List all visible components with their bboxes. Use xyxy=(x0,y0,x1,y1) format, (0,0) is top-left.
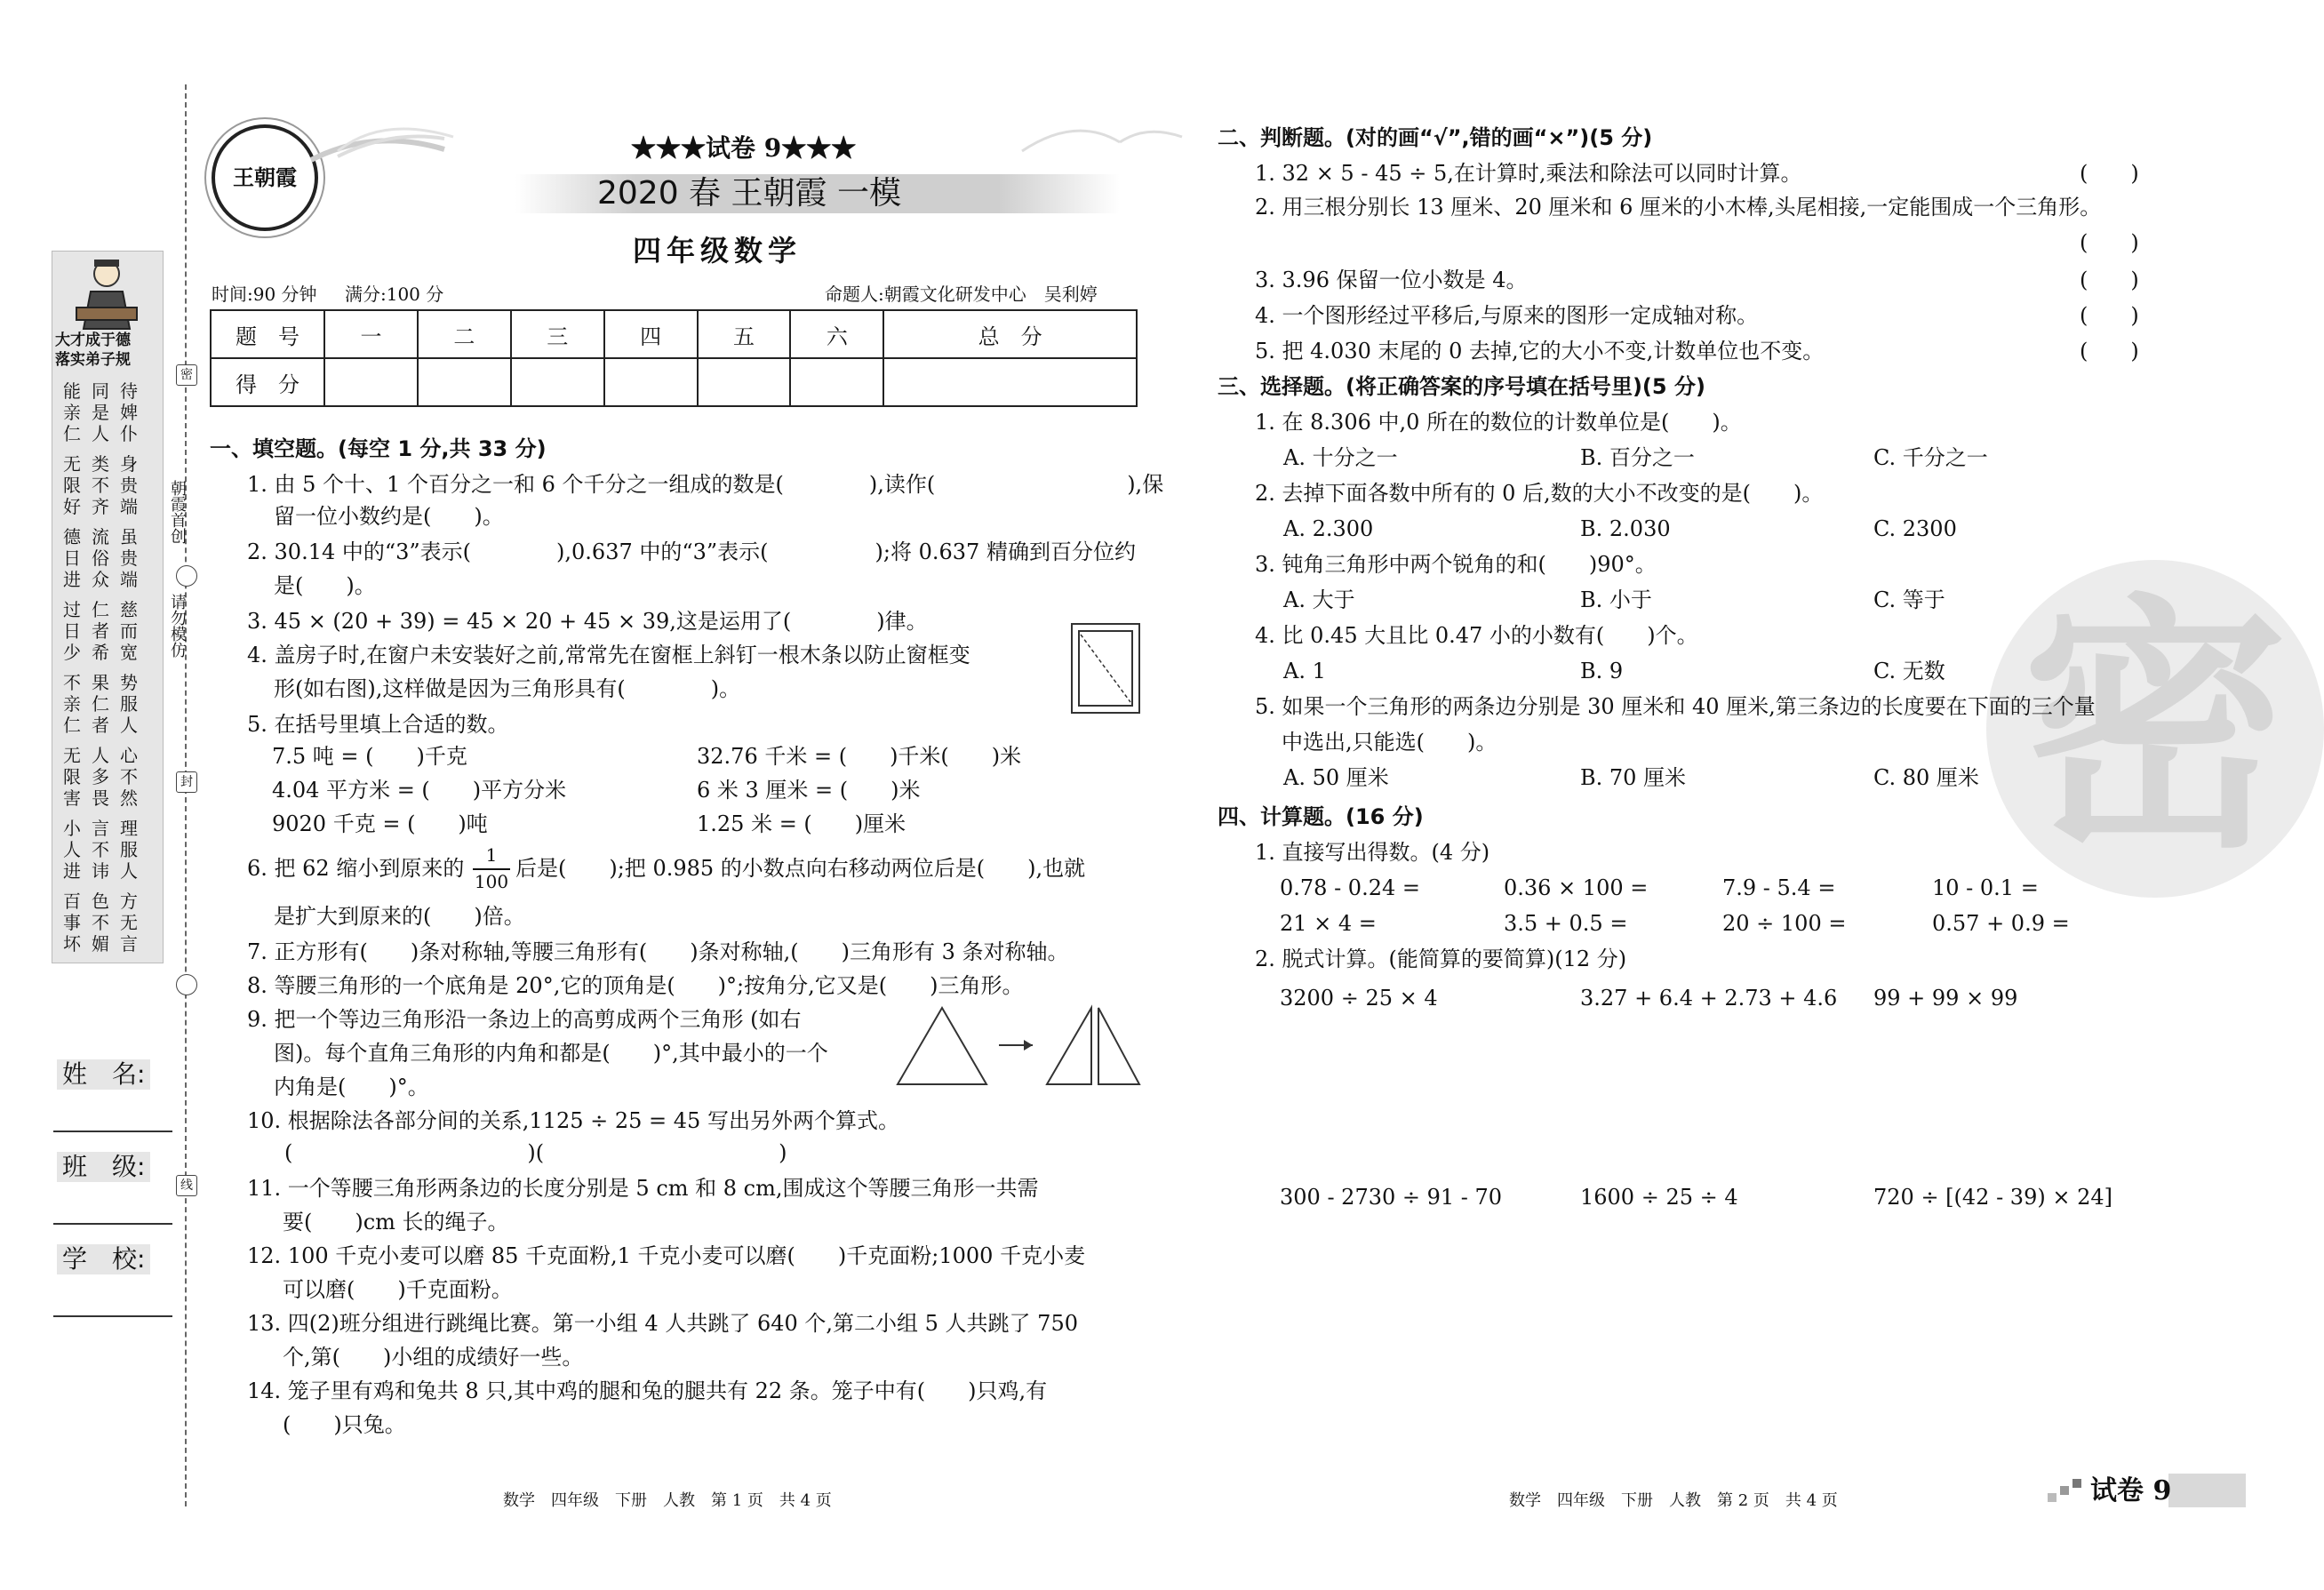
motto-column: 小人进 xyxy=(63,818,81,882)
score-cell: 一 xyxy=(324,310,418,358)
watermark-char: 密 xyxy=(2022,573,2288,883)
section2-title: 二、判断题。(对的画“√”,错的画“×”)(5 分) xyxy=(1218,125,1653,150)
q6-line2: 是扩大到原来的( )倍。 xyxy=(274,904,525,929)
motto-column: 身贵端 xyxy=(120,453,138,517)
motto-column: 理服人 xyxy=(120,818,138,882)
triangle-cut-figure xyxy=(894,1004,1143,1090)
fraction-bar xyxy=(473,868,510,870)
name-field[interactable] xyxy=(53,1131,172,1132)
brand-logo-text: 王朝霞 xyxy=(233,164,297,190)
side-note-2: 请勿模仿 xyxy=(168,594,187,658)
direct-calc-item: 7.9 - 5.4 = xyxy=(1722,875,1836,900)
q13-line2: 个,第( )小组的成绩好一些。 xyxy=(283,1345,584,1370)
step-calc-item: 720 ÷ [(42 - 39) × 24] xyxy=(1873,1185,2112,1210)
direct-calc-item: 0.36 × 100 = xyxy=(1504,875,1649,900)
footer-deco-squares xyxy=(2048,1479,2083,1504)
score-cell: 三 xyxy=(511,310,604,358)
motto-column: 类不齐 xyxy=(92,453,109,517)
choice-option[interactable]: A. 十分之一 xyxy=(1283,445,1398,470)
motto-column: 无限害 xyxy=(63,745,81,809)
calc-sub1: 1. 直接写出得数。(4 分) xyxy=(1255,840,1490,865)
section4-title: 四、计算题。(16 分) xyxy=(1218,804,1424,829)
judge-answer[interactable]: ( ) xyxy=(2080,230,2139,255)
slogan-1: 大才成于德 xyxy=(55,332,131,349)
q6-line1-post: 后是( );把 0.985 的小数点向右移动两位后是( ),也就 xyxy=(515,856,1086,881)
q2-line2: 是( )。 xyxy=(274,573,376,598)
judge-item: 4. 一个图形经过平移后,与原来的图形一定成轴对称。 xyxy=(1255,303,1759,328)
judge-answer[interactable]: ( ) xyxy=(2080,161,2139,186)
step-calc-item: 300 - 2730 ÷ 91 - 70 xyxy=(1280,1185,1503,1210)
q9-line1: 9. 把一个等边三角形沿一条边上的高剪成两个三角形 (如右 xyxy=(247,1007,802,1032)
choice-option[interactable]: C. 千分之一 xyxy=(1873,445,1988,470)
score-input[interactable] xyxy=(883,358,1137,406)
q12-line1: 12. 100 千克小麦可以磨 85 千克面粉,1 千克小麦可以磨( )千克面粉;1000 千克小麦 xyxy=(247,1243,1086,1268)
judge-answer[interactable]: ( ) xyxy=(2080,268,2139,292)
scholar-figure xyxy=(71,254,142,331)
time-info: 时间:90 分钟 xyxy=(212,284,317,305)
choice-option[interactable]: B. 9 xyxy=(1580,659,1624,683)
choice-option[interactable]: C. 无数 xyxy=(1873,659,1945,683)
motto-column: 能亲仁 xyxy=(63,380,81,444)
seal-mark-mi: 密 xyxy=(176,364,197,386)
score-input[interactable] xyxy=(511,358,604,406)
judge-item: 5. 把 4.030 末尾的 0 去掉,它的大小不变,计数单位也不变。 xyxy=(1255,339,1825,364)
section1-title: 一、填空题。(每空 1 分,共 33 分) xyxy=(210,436,547,461)
q7-text: 7. 正方形有( )条对称轴,等腰三角形有( )条对称轴,( )三角形有 3 条对称轴。 xyxy=(247,939,1069,964)
judge-item: 1. 32 × 5 - 45 ÷ 5,在计算时,乘法和除法可以同时计算。 xyxy=(1255,161,1802,186)
motto-column: 虽贵端 xyxy=(120,526,138,590)
choice-option[interactable]: A. 50 厘米 xyxy=(1283,765,1389,790)
choice-q5-line1: 5. 如果一个三角形的两条边分别是 30 厘米和 40 厘米,第三条边的长度要在下面的三个量 xyxy=(1255,694,2096,719)
motto-column: 势服人 xyxy=(120,672,138,736)
choice-option[interactable]: B. 小于 xyxy=(1580,587,1652,612)
q3-text: 3. 45 × (20 + 39) = 45 × 20 + 45 × 39,这是运用了( )律。 xyxy=(247,609,928,634)
motto-column: 果仁者 xyxy=(92,672,109,736)
motto-column: 过日少 xyxy=(63,599,81,663)
motto-column: 心不然 xyxy=(120,745,138,809)
motto-column: 言不讳 xyxy=(92,818,109,882)
choice-option[interactable]: A. 2.300 xyxy=(1283,516,1374,541)
watermark-seal xyxy=(1986,560,2324,898)
score-input[interactable] xyxy=(698,358,791,406)
slogan-2: 落实弟子规 xyxy=(55,351,131,369)
choice-q3: 3. 钝角三角形中两个锐角的和( )90°。 xyxy=(1255,552,1657,577)
q5-item: 32.76 千米 = ( )千米( )米 xyxy=(697,744,1022,769)
choice-option[interactable]: A. 大于 xyxy=(1283,587,1355,612)
school-field[interactable] xyxy=(53,1315,172,1317)
q4-line2: 形(如右图),这样做是因为三角形具有( )。 xyxy=(274,676,741,701)
q14-line1: 14. 笼子里有鸡和兔共 8 只,其中鸡的腿和兔的腿共有 22 条。笼子中有( )只鸡,有 xyxy=(247,1378,1048,1403)
choice-option[interactable]: B. 2.030 xyxy=(1580,516,1671,541)
seal-mark-feng: 封 xyxy=(176,771,197,793)
direct-calc-item: 21 × 4 = xyxy=(1280,911,1377,936)
score-input[interactable] xyxy=(324,358,418,406)
bow-ribbon-far xyxy=(1022,116,1182,169)
motto-column: 百事坏 xyxy=(63,891,81,955)
score-table-score-row xyxy=(211,358,1137,406)
footer-page-2: 数学 四年级 下册 人教 第 2 页 共 4 页 xyxy=(1509,1491,1838,1510)
punch-hole-1 xyxy=(176,565,197,587)
name-label: 姓 名: xyxy=(57,1059,150,1090)
motto-column: 无限好 xyxy=(63,453,81,517)
q5-item: 7.5 吨 = ( )千克 xyxy=(272,744,467,769)
q2-line1: 2. 30.14 中的“3”表示( ),0.637 中的“3”表示( );将 0.637 精确到百分位约 xyxy=(247,539,1136,564)
q10-line2: ( )( ) xyxy=(284,1140,787,1165)
q5-item: 9020 千克 = ( )吨 xyxy=(272,811,488,836)
judge-answer[interactable]: ( ) xyxy=(2080,339,2139,364)
score-table xyxy=(210,309,1138,407)
direct-calc-item: 10 - 0.1 = xyxy=(1932,875,2039,900)
choice-q5-line2: 中选出,只能选( )。 xyxy=(1282,730,1497,755)
motto-column: 慈而宽 xyxy=(120,599,138,663)
score-input[interactable] xyxy=(790,358,883,406)
motto-column: 德日进 xyxy=(63,526,81,590)
q14-line2: ( )只兔。 xyxy=(283,1412,406,1437)
score-cell: 五 xyxy=(698,310,791,358)
judge-answer[interactable]: ( ) xyxy=(2080,303,2139,328)
choice-q1: 1. 在 8.306 中,0 所在的数位的计数单位是( )。 xyxy=(1255,410,1742,435)
direct-calc-item: 20 ÷ 100 = xyxy=(1722,911,1847,936)
motto-column: 方无言 xyxy=(120,891,138,955)
score-input[interactable] xyxy=(604,358,698,406)
motto-column: 流俗众 xyxy=(92,526,109,590)
q13-line1: 13. 四(2)班分组进行跳绳比赛。第一小组 4 人共跳了 640 个,第二小组 5 人共跳了 750 xyxy=(247,1311,1078,1336)
score-cell: 题 号 xyxy=(211,310,324,358)
q6-fraction-den: 100 xyxy=(474,871,509,892)
judge-item: 2. 用三根分别长 13 厘米、20 厘米和 6 厘米的小木棒,头尾相接,一定能围成一个三角形。 xyxy=(1255,195,2102,220)
q1-line2: 留一位小数约是( )。 xyxy=(274,504,504,529)
score-cell: 二 xyxy=(418,310,511,358)
q9-line3: 内角是( )°。 xyxy=(274,1075,429,1099)
q6-fraction xyxy=(469,844,514,894)
side-note-1: 朝霞首创 xyxy=(168,480,187,544)
window-frame-figure xyxy=(1070,622,1141,715)
choice-option[interactable]: C. 等于 xyxy=(1873,587,1945,612)
choice-option[interactable]: B. 百分之一 xyxy=(1580,445,1695,470)
seal-mark-xian: 线 xyxy=(176,1175,197,1196)
q8-text: 8. 等腰三角形的一个底角是 20°,它的顶角是( )°;按角分,它又是( )三角形。 xyxy=(247,973,1024,998)
q9-line2: 图)。每个直角三角形的内角和都是( )°,其中最小的一个 xyxy=(274,1041,828,1066)
q10-line1: 10. 根据除法各部分间的关系,1125 ÷ 25 = 45 写出另外两个算式。 xyxy=(247,1108,899,1133)
footer-page-1: 数学 四年级 下册 人教 第 1 页 共 4 页 xyxy=(503,1491,832,1510)
motto-column: 同是人 xyxy=(92,380,109,444)
q5-item: 1.25 米 = ( )厘米 xyxy=(697,811,906,836)
brand-logo xyxy=(212,124,318,231)
calc-sub2: 2. 脱式计算。(能简算的要简算)(12 分) xyxy=(1255,947,1627,971)
score-cell: 四 xyxy=(604,310,698,358)
bow-ribbon-right xyxy=(311,116,453,169)
motto-column: 色不媚 xyxy=(92,891,109,955)
q4-line1: 4. 盖房子时,在窗户未安装好之前,常常先在窗框上斜钉一根木条以防止窗框变 xyxy=(247,643,970,667)
paper-number: ★★★试卷 9★★★ xyxy=(631,133,857,163)
step-calc-item: 3.27 + 6.4 + 2.73 + 4.6 xyxy=(1580,986,1838,1011)
choice-option[interactable]: B. 70 厘米 xyxy=(1580,765,1687,790)
score-info: 满分:100 分 xyxy=(345,284,444,305)
q5-item: 6 米 3 厘米 = ( )米 xyxy=(697,778,921,803)
choice-option[interactable]: A. 1 xyxy=(1283,659,1326,683)
motto-column: 人多畏 xyxy=(92,745,109,809)
school-label: 学 校: xyxy=(57,1244,150,1274)
judge-item: 3. 3.96 保留一位小数是 4。 xyxy=(1255,268,1528,292)
score-input[interactable] xyxy=(418,358,511,406)
choice-q4: 4. 比 0.45 大且比 0.47 小的小数有( )个。 xyxy=(1255,623,1698,648)
score-table-header-row xyxy=(211,310,1137,358)
author-info: 命题人:朝霞文化研发中心 吴利婷 xyxy=(825,284,1098,305)
q11-line2: 要( )cm 长的绳子。 xyxy=(283,1210,509,1234)
q6-line1-pre: 6. 把 62 缩小到原来的 xyxy=(247,856,465,881)
q6-fraction-num: 1 xyxy=(485,844,498,866)
q5-text: 5. 在括号里填上合适的数。 xyxy=(247,712,509,737)
footer-badge: 试卷 9 xyxy=(2090,1475,2172,1506)
direct-calc-item: 3.5 + 0.5 = xyxy=(1504,911,1628,936)
q1-line1: 1. 由 5 个十、1 个百分之一和 6 个千分之一组成的数是( ),读作( ),保 xyxy=(247,472,1164,497)
step-calc-item: 99 + 99 × 99 xyxy=(1873,986,2018,1011)
class-field[interactable] xyxy=(53,1223,172,1225)
choice-option[interactable]: C. 80 厘米 xyxy=(1873,765,1979,790)
class-label: 班 级: xyxy=(57,1152,150,1182)
subject-title: 四年级数学 xyxy=(633,234,803,268)
q11-line1: 11. 一个等腰三角形两条边的长度分别是 5 cm 和 8 cm,围成这个等腰三角形一共需 xyxy=(247,1176,1039,1201)
choice-option[interactable]: C. 2300 xyxy=(1873,516,1957,541)
punch-hole-2 xyxy=(176,974,197,995)
choice-q2: 2. 去掉下面各数中所有的 0 后,数的大小不改变的是( )。 xyxy=(1255,481,1824,506)
step-calc-item: 3200 ÷ 25 × 4 xyxy=(1280,986,1438,1011)
score-cell: 得 分 xyxy=(211,358,324,406)
direct-calc-item: 0.78 - 0.24 = xyxy=(1280,875,1420,900)
q12-line2: 可以磨( )千克面粉。 xyxy=(283,1277,513,1302)
footer-badge-band xyxy=(2168,1474,2246,1507)
motto-column: 不亲仁 xyxy=(63,672,81,736)
q5-item: 4.04 平方米 = ( )平方分米 xyxy=(272,778,567,803)
score-cell: 六 xyxy=(790,310,883,358)
fold-line xyxy=(185,84,187,1506)
motto-column: 待婢仆 xyxy=(120,380,138,444)
step-calc-item: 1600 ÷ 25 ÷ 4 xyxy=(1580,1185,1738,1210)
score-cell: 总 分 xyxy=(883,310,1137,358)
exam-title: 2020 春 王朝霞 一模 xyxy=(597,175,901,212)
motto-column: 仁者希 xyxy=(92,599,109,663)
section3-title: 三、选择题。(将正确答案的序号填在括号里)(5 分) xyxy=(1218,374,1705,399)
direct-calc-item: 0.57 + 0.9 = xyxy=(1932,911,2070,936)
